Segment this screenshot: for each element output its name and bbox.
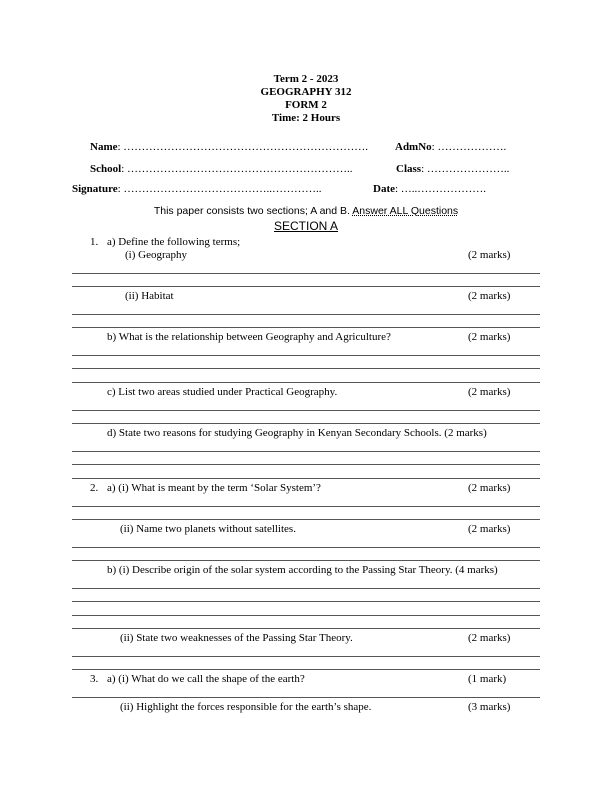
answer-line[interactable]: [72, 451, 540, 452]
question-1a: a) Define the following terms;: [107, 236, 241, 248]
answer-line[interactable]: [72, 410, 540, 411]
marks-2a-i: (2 marks): [468, 482, 511, 494]
name-dots: : ………………………………………………………….: [117, 141, 369, 153]
question-1d: [107, 427, 487, 439]
question-1a-ii: (ii) Habitat: [125, 290, 174, 302]
exam-term: Term 2 - 2023: [273, 73, 339, 85]
section-title: SECTION A: [273, 219, 338, 233]
instructions-line: [0, 205, 612, 217]
marks-1b: (2 marks): [468, 331, 511, 343]
marks-1c: (2 marks): [468, 386, 511, 398]
exam-time: Time: 2 Hours: [271, 112, 341, 124]
marks-2a-ii: (2 marks): [468, 523, 511, 535]
class-label: Class: [396, 163, 422, 175]
answer-line[interactable]: [72, 560, 540, 561]
class-field: [396, 163, 509, 175]
question-2b-i-text: b) (i) Describe origin of the solar system according to the Passing Star Theory.: [107, 564, 453, 576]
answer-line[interactable]: [72, 286, 540, 287]
school-dots: : ……………………………………………………..: [121, 163, 353, 175]
admno-label: AdmNo: [395, 141, 432, 153]
question-2b-i: [107, 564, 498, 576]
answer-line[interactable]: [72, 314, 540, 315]
answer-line[interactable]: [72, 615, 540, 616]
marks-1d: (2 marks): [444, 427, 487, 439]
exam-form: FORM 2: [285, 99, 327, 111]
marks-2b-i: (4 marks): [455, 564, 498, 576]
answer-line[interactable]: [72, 368, 540, 369]
marks-3a-i: (1 mark): [468, 673, 507, 685]
question-number-3: 3.: [90, 673, 99, 685]
answer-line[interactable]: [72, 423, 540, 424]
answer-line[interactable]: [72, 628, 540, 629]
marks-1a-i: (2 marks): [468, 249, 511, 261]
school-field: [90, 163, 353, 175]
question-2a-i: a) (i) What is meant by the term ‘Solar System’?: [107, 482, 321, 494]
question-3a-ii: (ii) Highlight the forces responsible for the earth’s shape.: [120, 701, 372, 713]
question-3a-i: a) (i) What do we call the shape of the earth?: [107, 673, 305, 685]
question-1c: c) List two areas studied under Practical Geography.: [107, 386, 338, 398]
answer-line[interactable]: [72, 273, 540, 274]
answer-line[interactable]: [72, 547, 540, 548]
name-field: [90, 141, 368, 153]
question-number-1: 1.: [90, 236, 99, 248]
signature-label: Signature: [72, 183, 118, 195]
class-dots: : …………………..: [421, 163, 510, 175]
marks-1a-ii: (2 marks): [468, 290, 511, 302]
date-dots: : …..……………….: [395, 183, 487, 195]
question-1d-text: d) State two reasons for studying Geography in Kenyan Secondary Schools.: [107, 427, 442, 439]
answer-line[interactable]: [72, 478, 540, 479]
answer-line[interactable]: [72, 382, 540, 383]
answer-line[interactable]: [72, 669, 540, 670]
signature-field: [72, 183, 321, 195]
date-field: [373, 183, 486, 195]
signature-dots: : …………………………………..…………..: [117, 183, 322, 195]
answer-line[interactable]: [72, 519, 540, 520]
answer-line[interactable]: [72, 506, 540, 507]
marks-2b-ii: (2 marks): [468, 632, 511, 644]
date-label: Date: [373, 183, 395, 195]
answer-line[interactable]: [72, 327, 540, 328]
instructions-text: This paper consists two sections; A and B.: [153, 205, 350, 217]
name-label: Name: [90, 141, 118, 153]
question-1b: b) What is the relationship between Geography and Agriculture?: [107, 331, 391, 343]
instructions-emphasis: Answer ALL Questions: [352, 205, 459, 217]
answer-line[interactable]: [72, 588, 540, 589]
school-label: School: [90, 163, 122, 175]
exam-subject: GEOGRAPHY 312: [260, 86, 352, 98]
marks-3a-ii: (3 marks): [468, 701, 511, 713]
answer-line[interactable]: [72, 355, 540, 356]
answer-line[interactable]: [72, 601, 540, 602]
question-2a-ii: (ii) Name two planets without satellites.: [120, 523, 296, 535]
question-number-2: 2.: [90, 482, 99, 494]
admno-field: [395, 141, 506, 153]
answer-line[interactable]: [72, 464, 540, 465]
answer-line[interactable]: [72, 697, 540, 698]
question-2b-ii: (ii) State two weaknesses of the Passing Star Theory.: [120, 632, 353, 644]
admno-dots: : ……………….: [431, 141, 507, 153]
question-1a-i: (i) Geography: [125, 249, 188, 261]
answer-line[interactable]: [72, 656, 540, 657]
